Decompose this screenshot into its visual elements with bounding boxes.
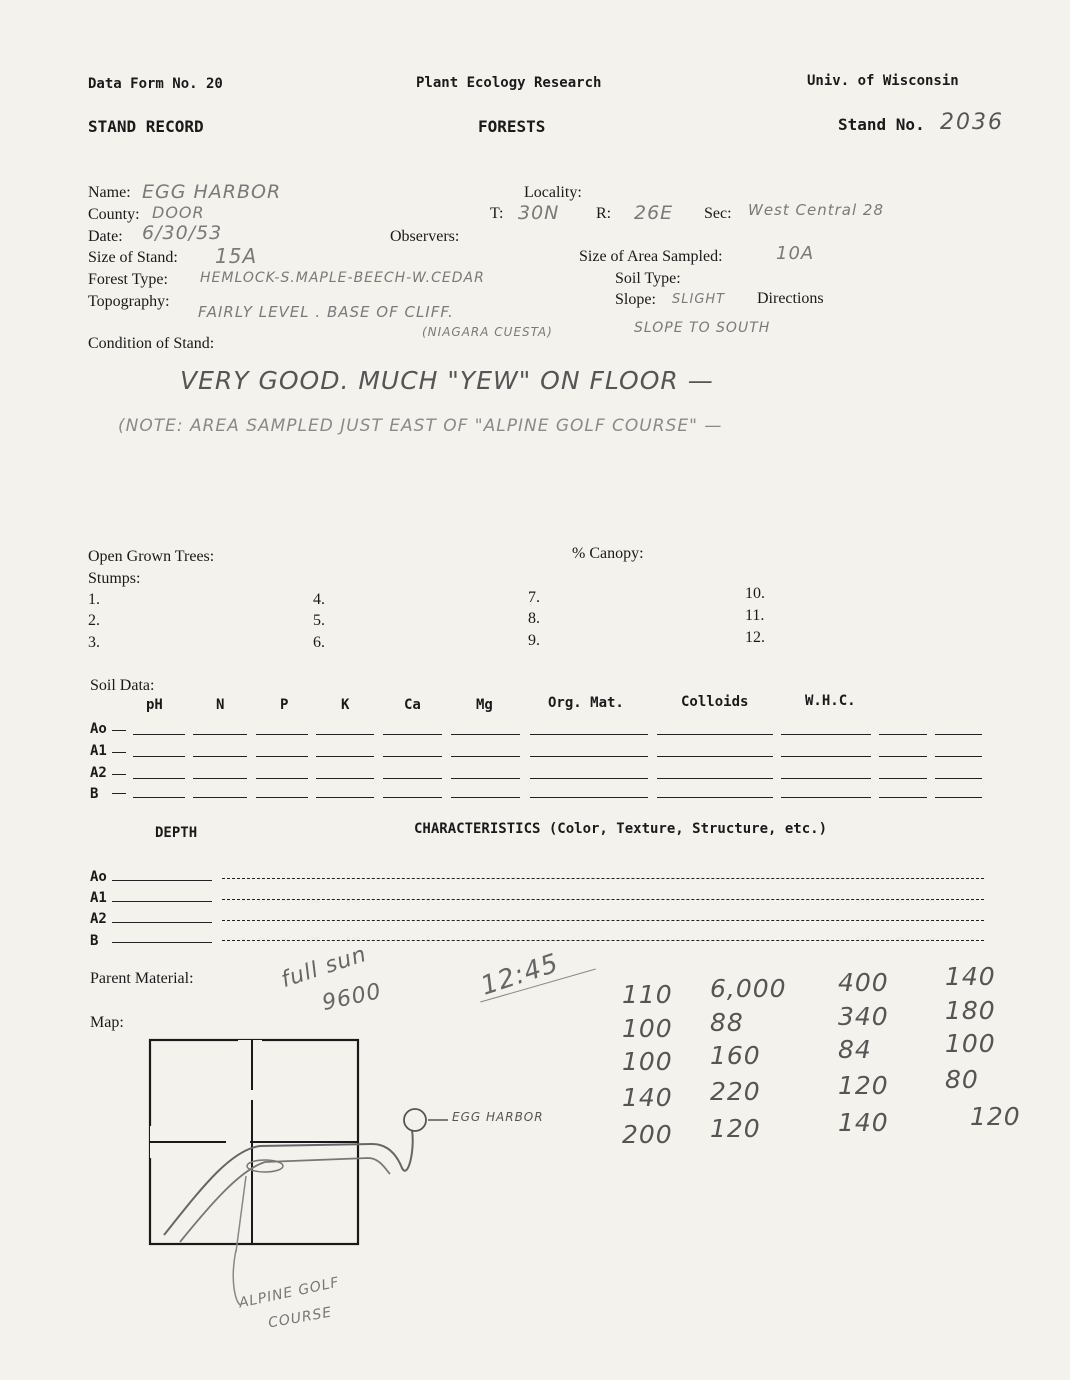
size-of-stand-label: Size of Stand: bbox=[88, 249, 178, 266]
soil-blank-3-7 bbox=[657, 797, 773, 798]
number-4-0: 200 bbox=[622, 1120, 673, 1149]
row-ao: Ao bbox=[90, 721, 107, 737]
map-gap-2 bbox=[238, 1040, 262, 1100]
number-1-2: 340 bbox=[838, 1002, 889, 1031]
soil-data-title: Soil Data: bbox=[90, 677, 155, 694]
soil-row-tick-0 bbox=[112, 730, 126, 731]
soil-blank-1-5 bbox=[451, 756, 520, 757]
soil-blank-1-9 bbox=[879, 756, 927, 757]
soil-blank-1-6 bbox=[530, 756, 648, 757]
soil-blank-2-0 bbox=[133, 778, 185, 779]
county-label: County: bbox=[88, 206, 140, 223]
number-2-0: 100 bbox=[622, 1047, 673, 1076]
egg-harbor-marker bbox=[404, 1109, 426, 1131]
name-label: Name: bbox=[88, 184, 131, 201]
number-4-1: 120 bbox=[710, 1114, 761, 1143]
characteristics-title: CHARACTERISTICS (Color, Texture, Structure, etc.) bbox=[414, 821, 828, 837]
soil-blank-3-3 bbox=[316, 797, 374, 798]
area-sampled-value: 10A bbox=[776, 243, 815, 264]
soil-blank-0-0 bbox=[133, 734, 185, 735]
soil-blank-2-2 bbox=[256, 778, 308, 779]
range-value: 26E bbox=[634, 202, 674, 224]
section-label: Sec: bbox=[704, 205, 732, 222]
soil-blank-2-1 bbox=[193, 778, 247, 779]
characteristics-blank-3 bbox=[222, 940, 984, 941]
topography-label: Topography: bbox=[88, 293, 170, 310]
number-3-2: 120 bbox=[838, 1071, 889, 1100]
date-label: Date: bbox=[88, 228, 123, 245]
number-0-2: 400 bbox=[838, 968, 889, 997]
soil-blank-1-10 bbox=[935, 756, 982, 757]
col-p: P bbox=[280, 697, 289, 713]
stump-1: 1. bbox=[88, 591, 100, 608]
number-3-1: 220 bbox=[710, 1077, 761, 1106]
depth-row-a1: A1 bbox=[90, 890, 107, 906]
soil-type-label: Soil Type: bbox=[615, 270, 681, 287]
characteristics-blank-0 bbox=[222, 878, 984, 879]
slope-note: SLOPE TO SOUTH bbox=[634, 320, 771, 336]
egg-harbor-label: EGG HARBOR bbox=[452, 1110, 544, 1124]
soil-row-tick-1 bbox=[112, 752, 126, 753]
soil-row-tick-3 bbox=[112, 793, 126, 794]
soil-blank-2-5 bbox=[451, 778, 520, 779]
university: Univ. of Wisconsin bbox=[807, 73, 959, 89]
stand-record-title: STAND RECORD bbox=[88, 117, 204, 136]
col-ca: Ca bbox=[404, 697, 421, 713]
stumps-label: Stumps: bbox=[88, 570, 141, 587]
section-value: West Central 28 bbox=[748, 201, 884, 219]
course-label: COURSE bbox=[267, 1304, 334, 1332]
soil-blank-0-4 bbox=[383, 734, 442, 735]
condition-line-2: (NOTE: AREA SAMPLED JUST EAST OF "ALPINE GOLF COURSE" — bbox=[118, 416, 723, 436]
characteristics-blank-2 bbox=[222, 920, 984, 921]
stand-map bbox=[140, 1030, 580, 1360]
county-value: DOOR bbox=[152, 203, 205, 222]
row-b: B bbox=[90, 786, 99, 802]
soil-blank-3-6 bbox=[530, 797, 648, 798]
forest-type-value: HEMLOCK-S.MAPLE-BEECH-W.CEDAR bbox=[200, 270, 485, 286]
depth-blank-2 bbox=[112, 922, 212, 923]
number-0-0: 110 bbox=[622, 980, 673, 1009]
stump-12: 12. bbox=[745, 629, 765, 646]
soil-blank-1-0 bbox=[133, 756, 185, 757]
number-3-0: 140 bbox=[622, 1083, 673, 1112]
soil-blank-2-3 bbox=[316, 778, 374, 779]
soil-blank-0-3 bbox=[316, 734, 374, 735]
condition-label: Condition of Stand: bbox=[88, 335, 215, 352]
col-mg: Mg bbox=[476, 697, 493, 713]
topography-value: FAIRLY LEVEL . BASE OF CLIFF. bbox=[198, 303, 454, 321]
stump-9: 9. bbox=[528, 632, 540, 649]
soil-blank-2-9 bbox=[879, 778, 927, 779]
number-1-3: 180 bbox=[945, 996, 996, 1025]
stump-4: 4. bbox=[313, 591, 325, 608]
soil-blank-0-6 bbox=[530, 734, 648, 735]
township-value: 30N bbox=[518, 202, 560, 224]
number-0-1: 6,000 bbox=[710, 974, 787, 1003]
parent-material-label: Parent Material: bbox=[90, 970, 194, 987]
row-a1: A1 bbox=[90, 743, 107, 759]
size-of-stand-value: 15A bbox=[215, 244, 258, 268]
depth-blank-0 bbox=[112, 880, 212, 881]
number-1-1: 88 bbox=[710, 1008, 744, 1037]
col-org-mat: Org. Mat. bbox=[548, 695, 624, 711]
soil-blank-1-7 bbox=[657, 756, 773, 757]
stump-3: 3. bbox=[88, 634, 100, 651]
slope-label: Slope: bbox=[615, 291, 656, 308]
slope-value: SLIGHT bbox=[672, 292, 726, 307]
stand-no-value: 2036 bbox=[940, 110, 1004, 135]
stump-5: 5. bbox=[313, 612, 325, 629]
soil-blank-2-8 bbox=[781, 778, 871, 779]
soil-blank-1-3 bbox=[316, 756, 374, 757]
forests-title: FORESTS bbox=[478, 117, 546, 136]
number-3-3: 80 bbox=[945, 1065, 979, 1094]
open-grown-trees-label: Open Grown Trees: bbox=[88, 548, 215, 565]
soil-blank-3-2 bbox=[256, 797, 308, 798]
number-2-3: 100 bbox=[945, 1029, 996, 1058]
soil-blank-3-1 bbox=[193, 797, 247, 798]
soil-blank-3-0 bbox=[133, 797, 185, 798]
soil-row-tick-2 bbox=[112, 774, 126, 775]
soil-blank-3-5 bbox=[451, 797, 520, 798]
stump-8: 8. bbox=[528, 610, 540, 627]
row-a2: A2 bbox=[90, 765, 107, 781]
canopy-label: % Canopy: bbox=[572, 545, 644, 562]
number-1-0: 100 bbox=[622, 1014, 673, 1043]
stand-no-label: Stand No. bbox=[838, 115, 925, 134]
col-k: K bbox=[341, 697, 350, 713]
full-sun-note: full sun bbox=[278, 941, 370, 994]
soil-blank-1-4 bbox=[383, 756, 442, 757]
topography-note: (NIAGARA CUESTA) bbox=[422, 325, 553, 339]
alpine-golf-label: ALPINE GOLF bbox=[237, 1274, 341, 1312]
number-2-1: 160 bbox=[710, 1041, 761, 1070]
stump-11: 11. bbox=[745, 607, 765, 624]
number-4-2: 140 bbox=[838, 1108, 889, 1137]
name-value: EGG HARBOR bbox=[142, 181, 282, 203]
soil-blank-3-9 bbox=[879, 797, 927, 798]
depth-row-b: B bbox=[90, 933, 99, 949]
township-label: T: bbox=[490, 205, 504, 222]
soil-blank-0-7 bbox=[657, 734, 773, 735]
characteristics-blank-1 bbox=[222, 899, 984, 900]
col-whc: W.H.C. bbox=[805, 693, 856, 709]
soil-blank-1-2 bbox=[256, 756, 308, 757]
stump-7: 7. bbox=[528, 589, 540, 606]
col-ph: pH bbox=[146, 697, 163, 713]
stump-2: 2. bbox=[88, 612, 100, 629]
soil-blank-2-10 bbox=[935, 778, 982, 779]
number-0-3: 140 bbox=[945, 962, 996, 991]
time-note: 12:45 bbox=[477, 948, 563, 1002]
col-n: N bbox=[216, 697, 225, 713]
depth-row-ao: Ao bbox=[90, 869, 107, 885]
golf-arrow-line bbox=[236, 1176, 246, 1252]
observers-label: Observers: bbox=[390, 228, 460, 245]
depth-row-a2: A2 bbox=[90, 911, 107, 927]
forest-type-label: Forest Type: bbox=[88, 271, 168, 288]
soil-blank-3-10 bbox=[935, 797, 982, 798]
soil-blank-0-10 bbox=[935, 734, 982, 735]
col-colloids: Colloids bbox=[681, 694, 749, 710]
soil-blank-2-7 bbox=[657, 778, 773, 779]
soil-blank-2-6 bbox=[530, 778, 648, 779]
directions-label: Directions bbox=[757, 290, 824, 307]
soil-blank-0-2 bbox=[256, 734, 308, 735]
number-2-2: 84 bbox=[838, 1035, 872, 1064]
soil-blank-3-8 bbox=[781, 797, 871, 798]
soil-blank-2-4 bbox=[383, 778, 442, 779]
full-sun-value: 9600 bbox=[320, 979, 384, 1016]
form-number: Data Form No. 20 bbox=[88, 76, 223, 92]
condition-line-1: VERY GOOD. MUCH "YEW" ON FLOOR — bbox=[180, 366, 714, 395]
depth-title: DEPTH bbox=[155, 825, 198, 841]
depth-blank-3 bbox=[112, 942, 212, 943]
date-value: 6/30/53 bbox=[142, 222, 223, 244]
depth-blank-1 bbox=[112, 901, 212, 902]
stump-6: 6. bbox=[313, 634, 325, 651]
range-label: R: bbox=[596, 205, 612, 222]
soil-blank-1-8 bbox=[781, 756, 871, 757]
stump-10: 10. bbox=[745, 585, 765, 602]
soil-blank-1-1 bbox=[193, 756, 247, 757]
soil-blank-0-1 bbox=[193, 734, 247, 735]
map-label: Map: bbox=[90, 1014, 124, 1031]
area-sampled-label: Size of Area Sampled: bbox=[579, 248, 723, 265]
research-title: Plant Ecology Research bbox=[416, 75, 602, 91]
soil-blank-3-4 bbox=[383, 797, 442, 798]
soil-blank-0-8 bbox=[781, 734, 871, 735]
soil-blank-0-9 bbox=[879, 734, 927, 735]
soil-blank-0-5 bbox=[451, 734, 520, 735]
locality-label: Locality: bbox=[524, 184, 582, 201]
number-4-3: 120 bbox=[970, 1102, 1021, 1131]
